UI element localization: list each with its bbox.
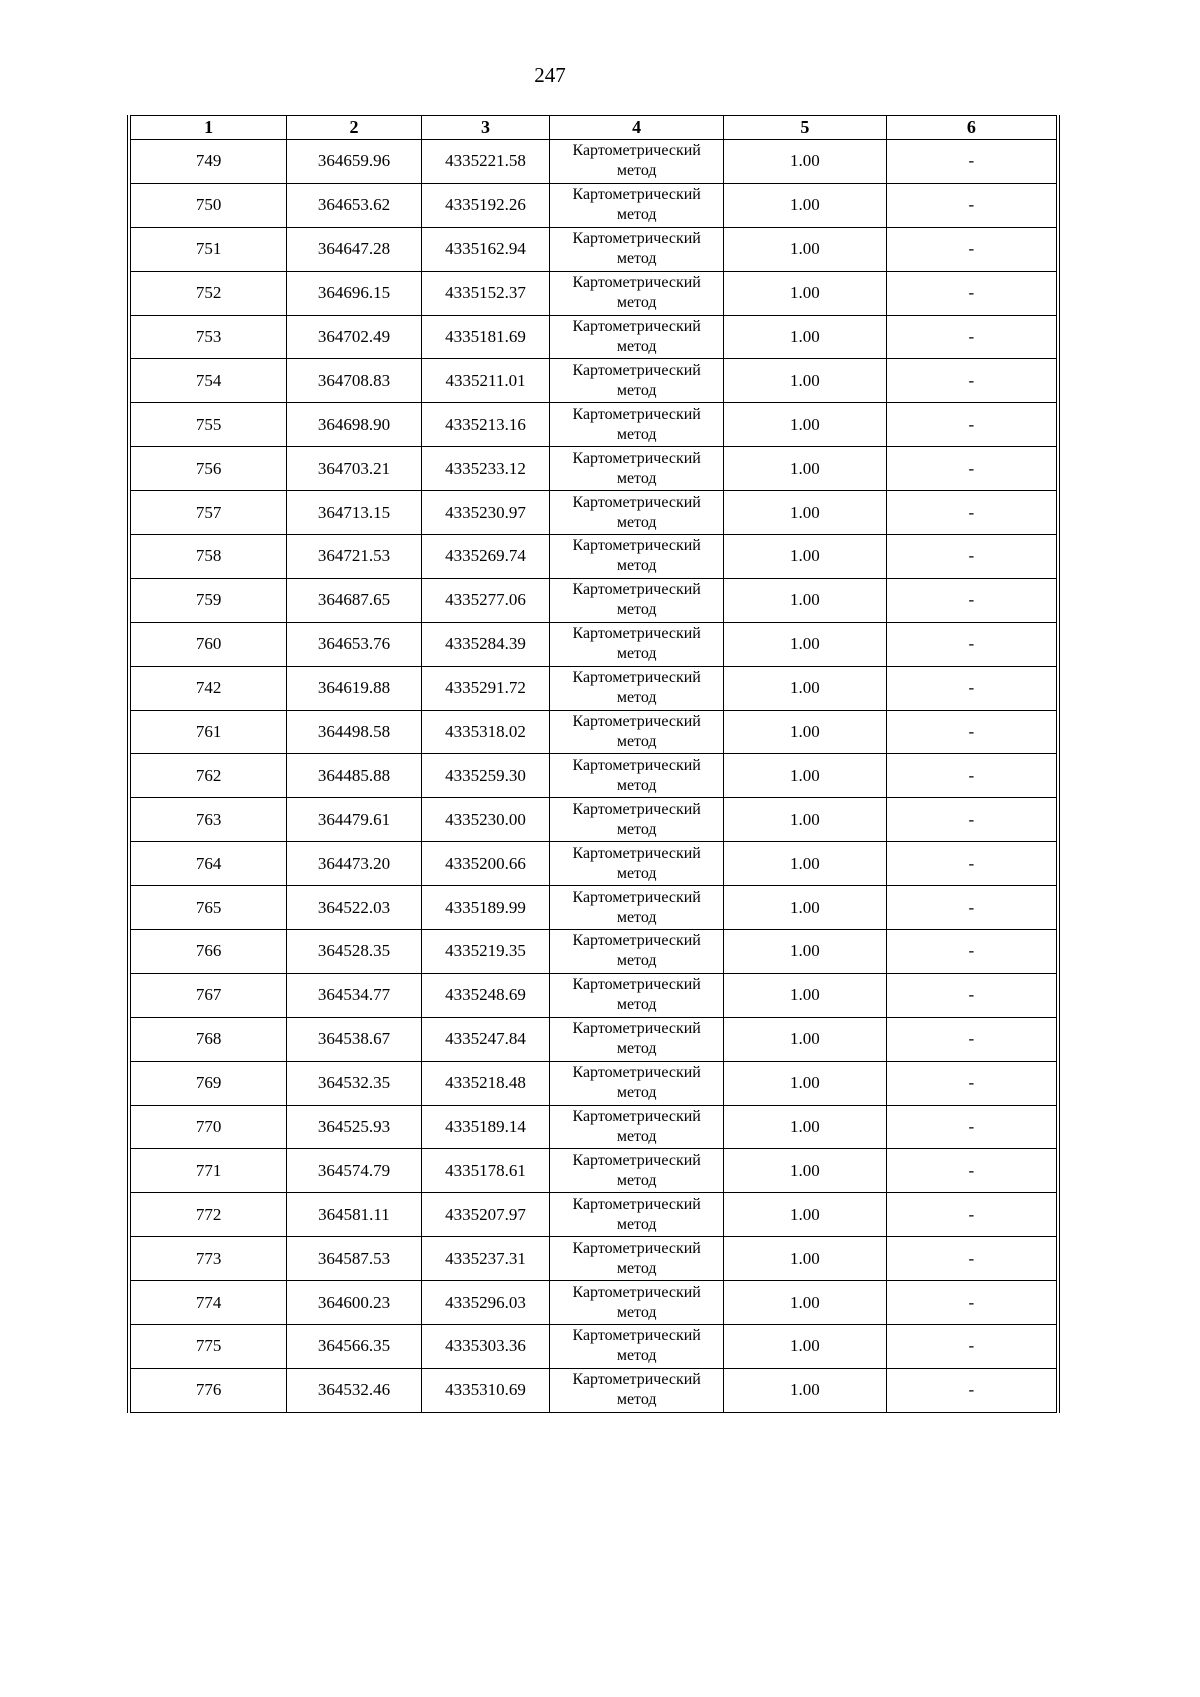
point-number-cell: 774 bbox=[129, 1281, 287, 1325]
table-row bbox=[129, 666, 1058, 710]
method-cell bbox=[550, 842, 724, 886]
accuracy-cell: 1.00 bbox=[724, 227, 887, 271]
method-cell bbox=[550, 183, 724, 227]
method-text: Картометрический bbox=[572, 888, 701, 906]
accuracy-cell: 1.00 bbox=[724, 622, 887, 666]
column-header-6: 6 bbox=[886, 116, 1058, 140]
note-cell: - bbox=[886, 754, 1058, 798]
x-coordinate-cell: 364702.49 bbox=[287, 315, 422, 359]
table-header-row bbox=[129, 116, 1058, 140]
accuracy-cell: 1.00 bbox=[724, 842, 887, 886]
method-text-continuation: метод bbox=[616, 557, 657, 575]
accuracy-cell: 1.00 bbox=[724, 315, 887, 359]
accuracy-cell: 1.00 bbox=[724, 710, 887, 754]
method-text-continuation: метод bbox=[616, 908, 657, 926]
point-number-cell: 749 bbox=[129, 140, 287, 184]
method-text-continuation: метод bbox=[616, 776, 657, 794]
table-row bbox=[129, 886, 1058, 930]
method-text: Картометрический bbox=[572, 669, 701, 687]
method-text: Картометрический bbox=[572, 361, 701, 379]
x-coordinate-cell: 364525.93 bbox=[287, 1105, 422, 1149]
table-body bbox=[129, 140, 1058, 1413]
method-text: Картометрический bbox=[572, 1064, 701, 1082]
method-cell bbox=[550, 886, 724, 930]
method-text-continuation: метод bbox=[616, 1215, 657, 1233]
y-coordinate-cell: 4335237.31 bbox=[421, 1237, 550, 1281]
x-coordinate-cell: 364522.03 bbox=[287, 886, 422, 930]
note-cell: - bbox=[886, 666, 1058, 710]
note-cell: - bbox=[886, 1281, 1058, 1325]
method-text-continuation: метод bbox=[616, 952, 657, 970]
y-coordinate-cell: 4335248.69 bbox=[421, 973, 550, 1017]
method-text-continuation: метод bbox=[616, 601, 657, 619]
table-row bbox=[129, 1368, 1058, 1412]
note-cell: - bbox=[886, 578, 1058, 622]
method-text-continuation: метод bbox=[616, 338, 657, 355]
x-coordinate-cell: 364532.46 bbox=[287, 1368, 422, 1412]
note-cell: - bbox=[886, 403, 1058, 447]
accuracy-cell: 1.00 bbox=[724, 1368, 887, 1412]
method-text-continuation: метод bbox=[616, 1391, 657, 1409]
note-cell: - bbox=[886, 1368, 1058, 1412]
note-cell: - bbox=[886, 622, 1058, 666]
y-coordinate-cell: 4335207.97 bbox=[421, 1193, 550, 1237]
note-cell: - bbox=[886, 140, 1058, 184]
method-text: Картометрический bbox=[572, 625, 701, 643]
x-coordinate-cell: 364532.35 bbox=[287, 1061, 422, 1105]
y-coordinate-cell: 4335259.30 bbox=[421, 754, 550, 798]
y-coordinate-cell: 4335178.61 bbox=[421, 1149, 550, 1193]
method-text: Картометрический bbox=[572, 1108, 701, 1126]
method-cell bbox=[550, 403, 724, 447]
table-row bbox=[129, 710, 1058, 754]
y-coordinate-cell: 4335221.58 bbox=[421, 140, 550, 184]
method-cell bbox=[550, 710, 724, 754]
table-row bbox=[129, 754, 1058, 798]
accuracy-cell: 1.00 bbox=[724, 1105, 887, 1149]
note-cell: - bbox=[886, 535, 1058, 579]
method-cell bbox=[550, 1368, 724, 1412]
method-cell bbox=[550, 1105, 724, 1149]
y-coordinate-cell: 4335213.16 bbox=[421, 403, 550, 447]
y-coordinate-cell: 4335152.37 bbox=[421, 271, 550, 315]
point-number-cell: 775 bbox=[129, 1325, 287, 1369]
method-cell bbox=[550, 1281, 724, 1325]
accuracy-cell: 1.00 bbox=[724, 578, 887, 622]
y-coordinate-cell: 4335247.84 bbox=[421, 1017, 550, 1061]
method-text: Картометрический bbox=[572, 186, 701, 204]
y-coordinate-cell: 4335218.48 bbox=[421, 1061, 550, 1105]
y-coordinate-cell: 4335269.74 bbox=[421, 535, 550, 579]
table-row bbox=[129, 403, 1058, 447]
point-number-cell: 755 bbox=[129, 403, 287, 447]
y-coordinate-cell: 4335296.03 bbox=[421, 1281, 550, 1325]
x-coordinate-cell: 364698.90 bbox=[287, 403, 422, 447]
method-cell bbox=[550, 535, 724, 579]
method-cell bbox=[550, 491, 724, 535]
method-cell bbox=[550, 1237, 724, 1281]
method-text-continuation: метод bbox=[616, 1303, 657, 1321]
method-text: Картометрический bbox=[572, 713, 701, 731]
point-number-cell: 773 bbox=[129, 1237, 287, 1281]
method-text-continuation: метод bbox=[616, 1084, 657, 1102]
note-cell: - bbox=[886, 1149, 1058, 1193]
y-coordinate-cell: 4335211.01 bbox=[421, 359, 550, 403]
note-cell: - bbox=[886, 1105, 1058, 1149]
method-text: Картометрический bbox=[572, 1283, 701, 1301]
method-text: Картометрический bbox=[572, 230, 701, 248]
point-number-cell: 758 bbox=[129, 535, 287, 579]
method-text: Картометрический bbox=[572, 1371, 701, 1389]
y-coordinate-cell: 4335230.00 bbox=[421, 798, 550, 842]
method-cell bbox=[550, 930, 724, 974]
table-row bbox=[129, 798, 1058, 842]
accuracy-cell: 1.00 bbox=[724, 491, 887, 535]
table-row bbox=[129, 1325, 1058, 1369]
accuracy-cell: 1.00 bbox=[724, 535, 887, 579]
method-text: Картометрический bbox=[572, 1020, 701, 1038]
accuracy-cell: 1.00 bbox=[724, 1325, 887, 1369]
accuracy-cell: 1.00 bbox=[724, 1193, 887, 1237]
method-cell bbox=[550, 359, 724, 403]
point-number-cell: 769 bbox=[129, 1061, 287, 1105]
method-cell bbox=[550, 1325, 724, 1369]
table-row bbox=[129, 535, 1058, 579]
accuracy-cell: 1.00 bbox=[724, 1017, 887, 1061]
point-number-cell: 757 bbox=[129, 491, 287, 535]
point-number-cell: 760 bbox=[129, 622, 287, 666]
accuracy-cell: 1.00 bbox=[724, 271, 887, 315]
accuracy-cell: 1.00 bbox=[724, 183, 887, 227]
method-text: Картометрический bbox=[572, 932, 701, 950]
point-number-cell: 759 bbox=[129, 578, 287, 622]
method-text: Картометрический bbox=[572, 976, 701, 994]
method-cell bbox=[550, 447, 724, 491]
note-cell: - bbox=[886, 491, 1058, 535]
method-cell bbox=[550, 1061, 724, 1105]
method-text-continuation: метод bbox=[616, 996, 657, 1014]
method-text-continuation: метод bbox=[616, 162, 657, 180]
note-cell: - bbox=[886, 930, 1058, 974]
x-coordinate-cell: 364696.15 bbox=[287, 271, 422, 315]
note-cell: - bbox=[886, 710, 1058, 754]
table-row bbox=[129, 359, 1058, 403]
note-cell: - bbox=[886, 1325, 1058, 1369]
accuracy-cell: 1.00 bbox=[724, 886, 887, 930]
table-row bbox=[129, 930, 1058, 974]
method-text-continuation: метод bbox=[616, 1171, 657, 1189]
method-text-continuation: метод bbox=[616, 206, 657, 224]
method-text: Картометрический bbox=[572, 1195, 701, 1213]
y-coordinate-cell: 4335189.99 bbox=[421, 886, 550, 930]
point-number-cell: 770 bbox=[129, 1105, 287, 1149]
y-coordinate-cell: 4335162.94 bbox=[421, 227, 550, 271]
note-cell: - bbox=[886, 1017, 1058, 1061]
method-cell bbox=[550, 754, 724, 798]
note-cell: - bbox=[886, 1193, 1058, 1237]
table-row bbox=[129, 140, 1058, 184]
method-text-continuation: метод bbox=[616, 425, 657, 443]
method-text-continuation: метод bbox=[616, 294, 657, 312]
point-number-cell: 750 bbox=[129, 183, 287, 227]
method-cell bbox=[550, 315, 724, 359]
method-text-continuation: метод bbox=[616, 733, 657, 751]
point-number-cell: 752 bbox=[129, 271, 287, 315]
method-text: Картометрический bbox=[572, 142, 701, 160]
accuracy-cell: 1.00 bbox=[724, 447, 887, 491]
table-row bbox=[129, 1237, 1058, 1281]
accuracy-cell: 1.00 bbox=[724, 403, 887, 447]
point-number-cell: 756 bbox=[129, 447, 287, 491]
column-header-4: 4 bbox=[550, 116, 724, 140]
method-text: Картометрический bbox=[572, 493, 701, 511]
point-number-cell: 753 bbox=[129, 315, 287, 359]
method-text-continuation: метод bbox=[616, 864, 657, 882]
method-cell bbox=[550, 973, 724, 1017]
point-number-cell: 763 bbox=[129, 798, 287, 842]
table-row bbox=[129, 271, 1058, 315]
table-row bbox=[129, 183, 1058, 227]
method-cell bbox=[550, 140, 724, 184]
method-cell bbox=[550, 666, 724, 710]
method-text-continuation: метод bbox=[616, 820, 657, 838]
note-cell: - bbox=[886, 1061, 1058, 1105]
table-row bbox=[129, 1105, 1058, 1149]
method-text-continuation: метод bbox=[616, 645, 657, 663]
x-coordinate-cell: 364485.88 bbox=[287, 754, 422, 798]
x-coordinate-cell: 364647.28 bbox=[287, 227, 422, 271]
column-header-3: 3 bbox=[421, 116, 550, 140]
table-row bbox=[129, 1017, 1058, 1061]
method-text-continuation: метод bbox=[616, 513, 657, 531]
method-cell bbox=[550, 622, 724, 666]
point-number-cell: 772 bbox=[129, 1193, 287, 1237]
method-cell bbox=[550, 1017, 724, 1061]
y-coordinate-cell: 4335233.12 bbox=[421, 447, 550, 491]
y-coordinate-cell: 4335189.14 bbox=[421, 1105, 550, 1149]
accuracy-cell: 1.00 bbox=[724, 140, 887, 184]
y-coordinate-cell: 4335277.06 bbox=[421, 578, 550, 622]
x-coordinate-cell: 364581.11 bbox=[287, 1193, 422, 1237]
y-coordinate-cell: 4335303.36 bbox=[421, 1325, 550, 1369]
method-text: Картометрический bbox=[572, 800, 701, 818]
x-coordinate-cell: 364574.79 bbox=[287, 1149, 422, 1193]
method-cell bbox=[550, 1149, 724, 1193]
y-coordinate-cell: 4335181.69 bbox=[421, 315, 550, 359]
table-row bbox=[129, 1193, 1058, 1237]
method-text: Картометрический bbox=[572, 537, 701, 555]
accuracy-cell: 1.00 bbox=[724, 1237, 887, 1281]
accuracy-cell: 1.00 bbox=[724, 1061, 887, 1105]
x-coordinate-cell: 364721.53 bbox=[287, 535, 422, 579]
point-number-cell: 776 bbox=[129, 1368, 287, 1412]
accuracy-cell: 1.00 bbox=[724, 1149, 887, 1193]
method-text: Картометрический bbox=[572, 274, 701, 292]
method-cell bbox=[550, 798, 724, 842]
table-row bbox=[129, 447, 1058, 491]
note-cell: - bbox=[886, 973, 1058, 1017]
x-coordinate-cell: 364600.23 bbox=[287, 1281, 422, 1325]
column-header-1: 1 bbox=[129, 116, 287, 140]
method-cell bbox=[550, 1193, 724, 1237]
y-coordinate-cell: 4335200.66 bbox=[421, 842, 550, 886]
accuracy-cell: 1.00 bbox=[724, 666, 887, 710]
method-cell bbox=[550, 271, 724, 315]
point-number-cell: 751 bbox=[129, 227, 287, 271]
table-row bbox=[129, 1281, 1058, 1325]
method-text-continuation: метод bbox=[616, 1347, 657, 1365]
table-row bbox=[129, 842, 1058, 886]
x-coordinate-cell: 364713.15 bbox=[287, 491, 422, 535]
table-row bbox=[129, 973, 1058, 1017]
note-cell: - bbox=[886, 798, 1058, 842]
y-coordinate-cell: 4335284.39 bbox=[421, 622, 550, 666]
x-coordinate-cell: 364538.67 bbox=[287, 1017, 422, 1061]
point-number-cell: 761 bbox=[129, 710, 287, 754]
point-number-cell: 754 bbox=[129, 359, 287, 403]
x-coordinate-cell: 364473.20 bbox=[287, 842, 422, 886]
point-number-cell: 742 bbox=[129, 666, 287, 710]
accuracy-cell: 1.00 bbox=[724, 1281, 887, 1325]
method-text: Картометрический bbox=[572, 581, 701, 599]
point-number-cell: 762 bbox=[129, 754, 287, 798]
page-number: 247 bbox=[534, 63, 566, 87]
note-cell: - bbox=[886, 183, 1058, 227]
column-header-2: 2 bbox=[287, 116, 422, 140]
method-text: Картометрический bbox=[572, 1327, 701, 1345]
note-cell: - bbox=[886, 447, 1058, 491]
table-row bbox=[129, 578, 1058, 622]
accuracy-cell: 1.00 bbox=[724, 973, 887, 1017]
x-coordinate-cell: 364498.58 bbox=[287, 710, 422, 754]
method-text: Картометрический bbox=[572, 1239, 701, 1257]
point-number-cell: 764 bbox=[129, 842, 287, 886]
note-cell: - bbox=[886, 886, 1058, 930]
method-text-continuation: метод bbox=[616, 1128, 657, 1146]
accuracy-cell: 1.00 bbox=[724, 930, 887, 974]
note-cell: - bbox=[886, 227, 1058, 271]
accuracy-cell: 1.00 bbox=[724, 754, 887, 798]
accuracy-cell: 1.00 bbox=[724, 359, 887, 403]
method-cell bbox=[550, 578, 724, 622]
x-coordinate-cell: 364653.62 bbox=[287, 183, 422, 227]
method-text-continuation: метод bbox=[616, 250, 657, 268]
x-coordinate-cell: 364528.35 bbox=[287, 930, 422, 974]
x-coordinate-cell: 364534.77 bbox=[287, 973, 422, 1017]
method-text: Картометрический bbox=[572, 756, 701, 774]
x-coordinate-cell: 364703.21 bbox=[287, 447, 422, 491]
method-text-continuation: метод bbox=[616, 381, 657, 399]
note-cell: - bbox=[886, 842, 1058, 886]
note-cell: - bbox=[886, 271, 1058, 315]
table-row bbox=[129, 1061, 1058, 1105]
method-text: Картометрический bbox=[572, 1151, 701, 1169]
x-coordinate-cell: 364708.83 bbox=[287, 359, 422, 403]
point-number-cell: 767 bbox=[129, 973, 287, 1017]
point-number-cell: 765 bbox=[129, 886, 287, 930]
method-text-continuation: метод bbox=[616, 469, 657, 487]
note-cell: - bbox=[886, 359, 1058, 403]
table-row bbox=[129, 227, 1058, 271]
column-header-5: 5 bbox=[724, 116, 887, 140]
method-text: Картометрический bbox=[572, 318, 701, 335]
x-coordinate-cell: 364659.96 bbox=[287, 140, 422, 184]
method-text: Картометрический bbox=[572, 844, 701, 862]
x-coordinate-cell: 364687.65 bbox=[287, 578, 422, 622]
y-coordinate-cell: 4335318.02 bbox=[421, 710, 550, 754]
x-coordinate-cell: 364479.61 bbox=[287, 798, 422, 842]
coordinates-table bbox=[127, 115, 1060, 1413]
point-number-cell: 771 bbox=[129, 1149, 287, 1193]
x-coordinate-cell: 364619.88 bbox=[287, 666, 422, 710]
y-coordinate-cell: 4335192.26 bbox=[421, 183, 550, 227]
note-cell: - bbox=[886, 315, 1058, 359]
method-text-continuation: метод bbox=[616, 1040, 657, 1058]
table-row bbox=[129, 315, 1058, 359]
x-coordinate-cell: 364587.53 bbox=[287, 1237, 422, 1281]
table-row bbox=[129, 622, 1058, 666]
table-row bbox=[129, 1149, 1058, 1193]
accuracy-cell: 1.00 bbox=[724, 798, 887, 842]
point-number-cell: 766 bbox=[129, 930, 287, 974]
method-cell bbox=[550, 227, 724, 271]
note-cell: - bbox=[886, 1237, 1058, 1281]
y-coordinate-cell: 4335291.72 bbox=[421, 666, 550, 710]
y-coordinate-cell: 4335310.69 bbox=[421, 1368, 550, 1412]
method-text: Картометрический bbox=[572, 449, 701, 467]
method-text-continuation: метод bbox=[616, 689, 657, 707]
x-coordinate-cell: 364653.76 bbox=[287, 622, 422, 666]
point-number-cell: 768 bbox=[129, 1017, 287, 1061]
method-text-continuation: метод bbox=[616, 1259, 657, 1277]
x-coordinate-cell: 364566.35 bbox=[287, 1325, 422, 1369]
y-coordinate-cell: 4335230.97 bbox=[421, 491, 550, 535]
y-coordinate-cell: 4335219.35 bbox=[421, 930, 550, 974]
method-text: Картометрический bbox=[572, 405, 701, 423]
table-row bbox=[129, 491, 1058, 535]
